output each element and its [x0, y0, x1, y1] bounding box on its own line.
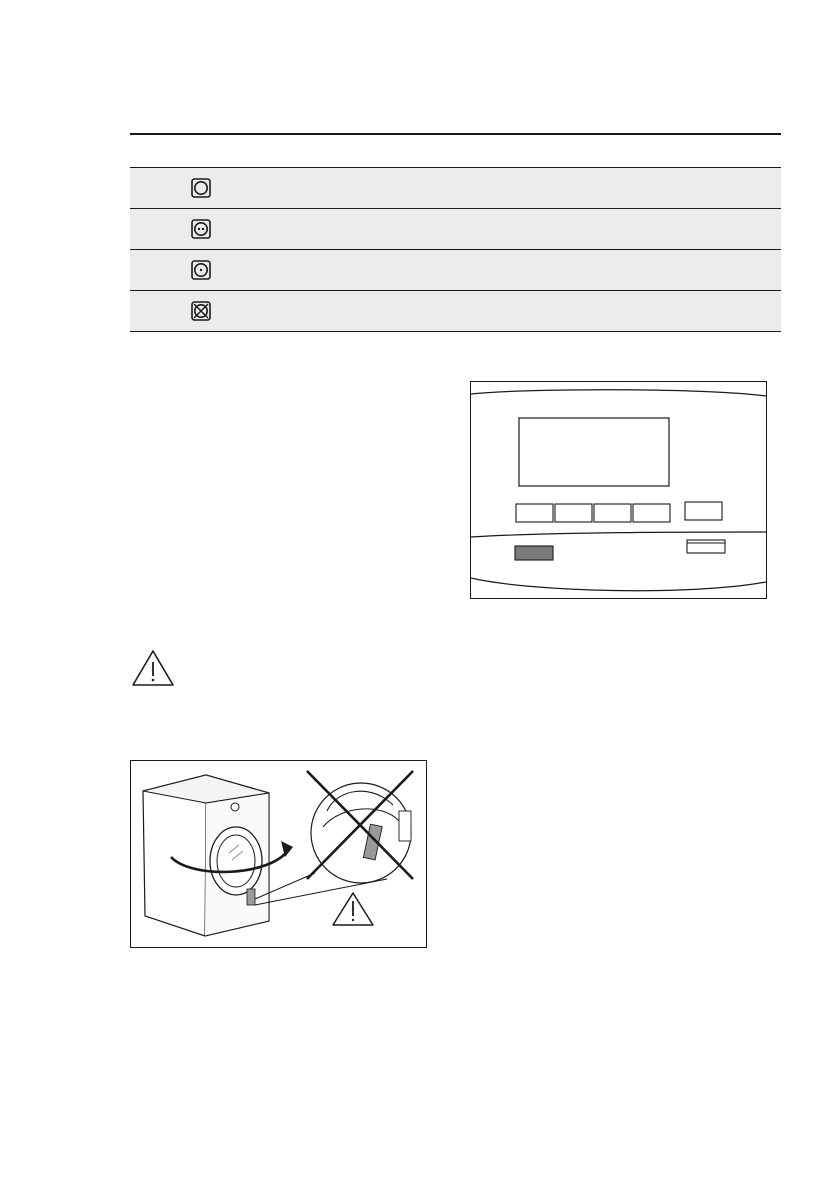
- zoom-detail: [311, 783, 411, 883]
- table-row: [130, 209, 781, 250]
- panel-button: [687, 540, 725, 553]
- door-reversal-warning-illustration: [130, 760, 427, 948]
- panel-button: [685, 502, 722, 520]
- tumble-dry-low-heat-icon: [191, 260, 211, 280]
- table-header-row: [130, 135, 781, 168]
- panel-button: [516, 504, 553, 522]
- highlighted-button: [515, 546, 553, 560]
- panel-button: [633, 504, 670, 522]
- table-row: [130, 250, 781, 291]
- table-row: [130, 168, 781, 209]
- dryer-door: [210, 827, 262, 895]
- warning-triangle-icon: [130, 648, 176, 688]
- panel-button: [555, 504, 592, 522]
- display-screen: [519, 418, 669, 486]
- care-symbol-table: [130, 133, 781, 332]
- do-not-tumble-dry-icon: [191, 301, 211, 321]
- control-panel-illustration: [470, 381, 767, 599]
- tumble-dry-allowed-icon: [191, 178, 211, 198]
- panel-button: [594, 504, 631, 522]
- tumble-dry-normal-heat-icon: [191, 219, 211, 239]
- table-row: [130, 291, 781, 332]
